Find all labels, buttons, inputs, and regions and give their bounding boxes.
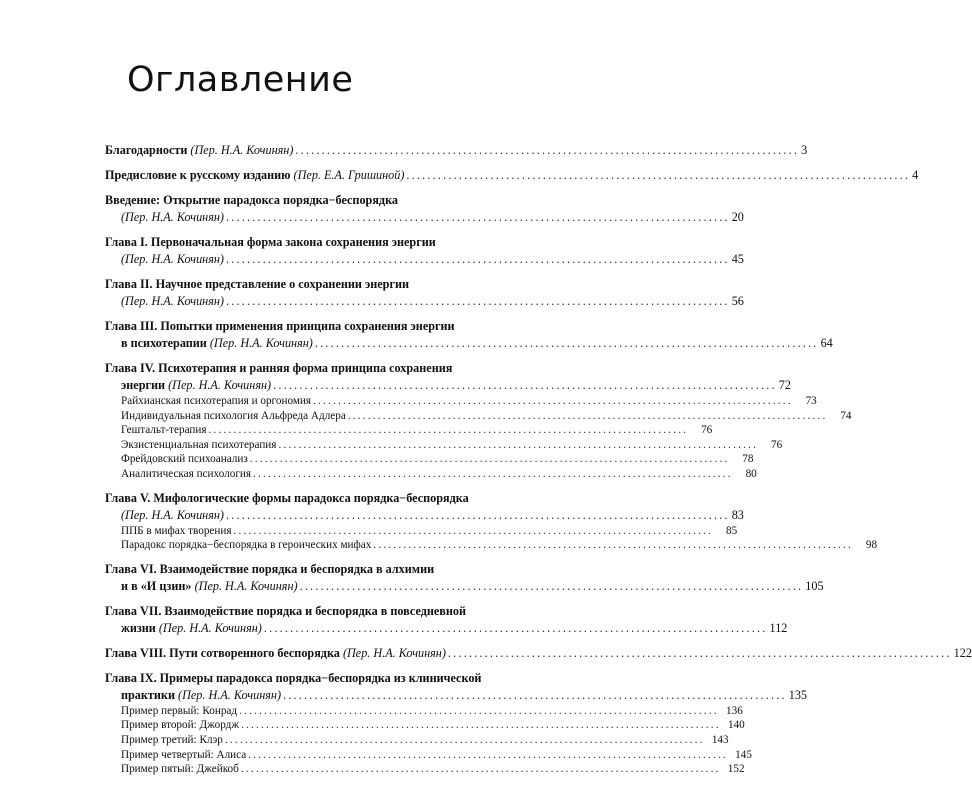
page-number: 76 bbox=[701, 424, 713, 437]
translator-note: (Пер. Н.А. Кочинян) bbox=[158, 620, 262, 635]
page-number: 20 bbox=[731, 210, 744, 224]
page-number: 85 bbox=[726, 524, 738, 537]
subentry-label: Экзистенциальная психотерапия bbox=[121, 438, 277, 451]
chapter-5-sections bbox=[105, 524, 878, 553]
toc-subentry[interactable]: Райхианская психотерапия и оргономия ................................................................................................ 73 bbox=[121, 395, 817, 407]
entry-label: Глава I. Первоначальная форма закона сохранения энергии bbox=[105, 235, 436, 249]
subentry-label: Пример первый: Конрад bbox=[121, 704, 238, 717]
subentry-label: ППБ в мифах творения bbox=[121, 524, 232, 537]
subentry-label: Пример третий: Клэр bbox=[121, 733, 223, 746]
entry-label: Глава IX. Примеры парадокса порядка−беспорядка из клинической bbox=[105, 670, 482, 685]
subentry-label: Пример четвертый: Алиса bbox=[121, 748, 247, 761]
toc-subentry[interactable]: Пример третий: Клэр ................................................................................................ 143 bbox=[121, 733, 729, 746]
entry-label-continued: жизни bbox=[121, 620, 156, 635]
page-number: 105 bbox=[805, 578, 824, 593]
page-number: 122 bbox=[953, 645, 972, 660]
toc-entry-chapter-1[interactable]: Глава I. Первоначальная форма закона сохранения энергии (Пер. Н.А. Кочинян) ................................................................................................ 45 bbox=[105, 235, 744, 266]
entry-label: Глава III. Попытки применения принципа сохранения энергии bbox=[105, 319, 455, 333]
subentry-label: Индивидуальная психология Альфреда Адлера bbox=[121, 409, 346, 422]
toc-entry-chapter-2[interactable]: Глава II. Научное представление о сохранении энергии (Пер. Н.А. Кочинян) ................................................................................................ 56 bbox=[105, 277, 744, 308]
translator-note: (Пер. Н.А. Кочинян) bbox=[178, 687, 282, 702]
translator-note: (Пер. Н.А. Кочинян) bbox=[121, 252, 224, 266]
page-title: Оглавление bbox=[127, 60, 354, 100]
toc-entry-preface[interactable]: Предисловие к русскому изданию (Пер. Е.А. Гришиной) ................................................................................................ 4 bbox=[105, 168, 919, 182]
page-number: 74 bbox=[840, 409, 852, 422]
entry-label: Глава VI. Взаимодействие порядка и беспорядка в алхимии bbox=[105, 561, 435, 576]
table-of-contents bbox=[105, 142, 972, 785]
entry-label: Глава V. Мифологические формы парадокса порядка−беспорядка bbox=[105, 490, 469, 505]
translator-note: (Пер. Н.А. Кочинян) bbox=[121, 294, 224, 308]
page-number: 4 bbox=[912, 168, 919, 182]
subentry-label: Райхианская психотерапия и оргономия bbox=[121, 395, 312, 407]
translator-note: (Пер. Н.А. Кочинян) bbox=[121, 210, 224, 224]
page-number: 45 bbox=[731, 252, 744, 266]
toc-subentry[interactable]: ППБ в мифах творения ................................................................................................ 85 bbox=[121, 524, 738, 537]
subentry-label: Пример второй: Джордж bbox=[121, 719, 240, 732]
toc-subentry[interactable]: Фрейдовский психоанализ ................................................................................................ 78 bbox=[121, 453, 754, 466]
entry-label: Введение: Открытие парадокса порядка−беспорядка bbox=[105, 193, 399, 207]
translator-note: (Пер. Н.А. Кочинян) bbox=[168, 378, 272, 392]
page-number: 56 bbox=[731, 294, 744, 308]
page-number: 136 bbox=[726, 704, 743, 717]
translator-note: (Пер. Н.А. Кочинян) bbox=[209, 336, 313, 350]
toc-subentry[interactable]: Пример первый: Конрад ................................................................................................ 136 bbox=[121, 704, 743, 717]
page-number: 135 bbox=[788, 687, 807, 702]
page-number: 98 bbox=[865, 539, 878, 552]
page-number: 112 bbox=[769, 620, 788, 635]
page-number: 76 bbox=[770, 438, 783, 451]
toc-subentry[interactable]: Индивидуальная психология Альфреда Адлера ................................................................................................ 74 bbox=[121, 409, 852, 422]
subentry-label: Фрейдовский психоанализ bbox=[121, 453, 248, 466]
translator-note: (Пер. Н.А. Кочинян) bbox=[190, 143, 294, 157]
subentry-label: Пример пятый: Джейкоб bbox=[121, 763, 239, 776]
entry-label: Глава VIII. Пути сотворенного беспорядка bbox=[105, 645, 340, 660]
page-number: 3 bbox=[801, 143, 808, 157]
toc-subentry[interactable]: Пример четвертый: Алиса ................................................................................................ 145 bbox=[121, 748, 752, 761]
translator-note: (Пер. Н.А. Кочинян) bbox=[194, 578, 298, 593]
entry-label-continued: и в «И цзин» bbox=[121, 578, 192, 593]
toc-entry-chapter-6[interactable]: Глава VI. Взаимодействие порядка и беспорядка в алхимии и в «И цзин» (Пер. Н.А. Кочинян) ................................................................................................ 105 bbox=[105, 561, 824, 593]
entry-label: Предисловие к русскому изданию bbox=[105, 168, 291, 182]
toc-subentry[interactable]: Гештальт-терапия ................................................................................................ 76 bbox=[121, 424, 713, 437]
translator-note: (Пер. Н.А. Кочинян) bbox=[342, 645, 446, 660]
chapter-9-sections bbox=[105, 704, 752, 777]
toc-subentry[interactable]: Экзистенциальная психотерапия ................................................................................................ 76 bbox=[121, 438, 783, 451]
entry-label-continued: энергии bbox=[121, 378, 166, 392]
toc-entry-chapter-7[interactable]: Глава VII. Взаимодействие порядка и беспорядка в повседневной жизни (Пер. Н.А. Кочинян) ................................................................................................ 112 bbox=[105, 603, 788, 635]
page-number: 143 bbox=[711, 733, 729, 746]
entry-label: Глава VII. Взаимодействие порядка и беспорядка в повседневной bbox=[105, 603, 467, 618]
page-number: 152 bbox=[727, 763, 745, 776]
subentry-label: Гештальт-терапия bbox=[121, 424, 207, 437]
entry-label: Благодарности bbox=[105, 143, 188, 157]
subentry-label: Аналитическая психология bbox=[121, 467, 252, 480]
page-number: 72 bbox=[778, 378, 791, 392]
toc-entry-chapter-5[interactable]: Глава V. Мифологические формы парадокса порядка−беспорядка (Пер. Н.А. Кочинян) ................................................................................................ 83 bbox=[105, 490, 744, 522]
toc-entry-chapter-4[interactable]: Глава IV. Психотерапия и ранняя форма принципа сохранения энергии (Пер. Н.А. Кочинян) ................................................................................................ 72 bbox=[105, 361, 791, 392]
page-number: 73 bbox=[805, 395, 817, 407]
toc-entry-chapter-3[interactable]: Глава III. Попытки применения принципа сохранения энергии в психотерапии (Пер. Н.А. Кочинян) ................................................................................................ 64 bbox=[105, 319, 833, 350]
entry-label-continued: практики bbox=[121, 687, 175, 702]
toc-subentry[interactable]: Аналитическая психология ................................................................................................ 80 bbox=[121, 467, 757, 480]
translator-note: (Пер. Е.А. Гришиной) bbox=[293, 168, 405, 182]
page-number: 78 bbox=[742, 453, 754, 466]
subentry-label: Парадокс порядка−беспорядка в героических мифах bbox=[121, 539, 372, 552]
page-number: 83 bbox=[731, 507, 744, 522]
toc-entry-chapter-9[interactable]: Глава IX. Примеры парадокса порядка−беспорядка из клинической практики (Пер. Н.А. Кочинян) ................................................................................................ 135 bbox=[105, 670, 807, 702]
page-number: 64 bbox=[820, 336, 833, 350]
translator-note: (Пер. Н.А. Кочинян) bbox=[121, 507, 224, 522]
entry-label: Глава IV. Психотерапия и ранняя форма принципа сохранения bbox=[105, 361, 453, 375]
chapter-4-sections bbox=[105, 394, 852, 482]
toc-subentry[interactable]: Пример второй: Джордж ................................................................................................ 140 bbox=[121, 719, 745, 732]
entry-label: Глава II. Научное представление о сохранении энергии bbox=[105, 277, 410, 291]
entry-label-continued: в психотерапии bbox=[121, 336, 207, 350]
page-number: 80 bbox=[745, 467, 757, 480]
page-number: 145 bbox=[735, 748, 752, 761]
toc-entry-introduction[interactable]: Введение: Открытие парадокса порядка−беспорядка (Пер. Н.А. Кочинян) ................................................................................................ 20 bbox=[105, 193, 744, 224]
toc-subentry[interactable]: Парадокс порядка−беспорядка в героических мифах ................................................................................................ 98 bbox=[121, 539, 878, 552]
toc-subentry[interactable]: Пример пятый: Джейкоб ................................................................................................ 152 bbox=[121, 763, 745, 776]
toc-entry-chapter-8[interactable]: Глава VIII. Пути сотворенного беспорядка (Пер. Н.А. Кочинян) ................................................................................................ 122 bbox=[105, 645, 972, 660]
page-number: 140 bbox=[727, 719, 745, 732]
toc-entry-acknowledgements[interactable]: Благодарности (Пер. Н.А. Кочинян) ................................................................................................ 3 bbox=[105, 143, 808, 157]
